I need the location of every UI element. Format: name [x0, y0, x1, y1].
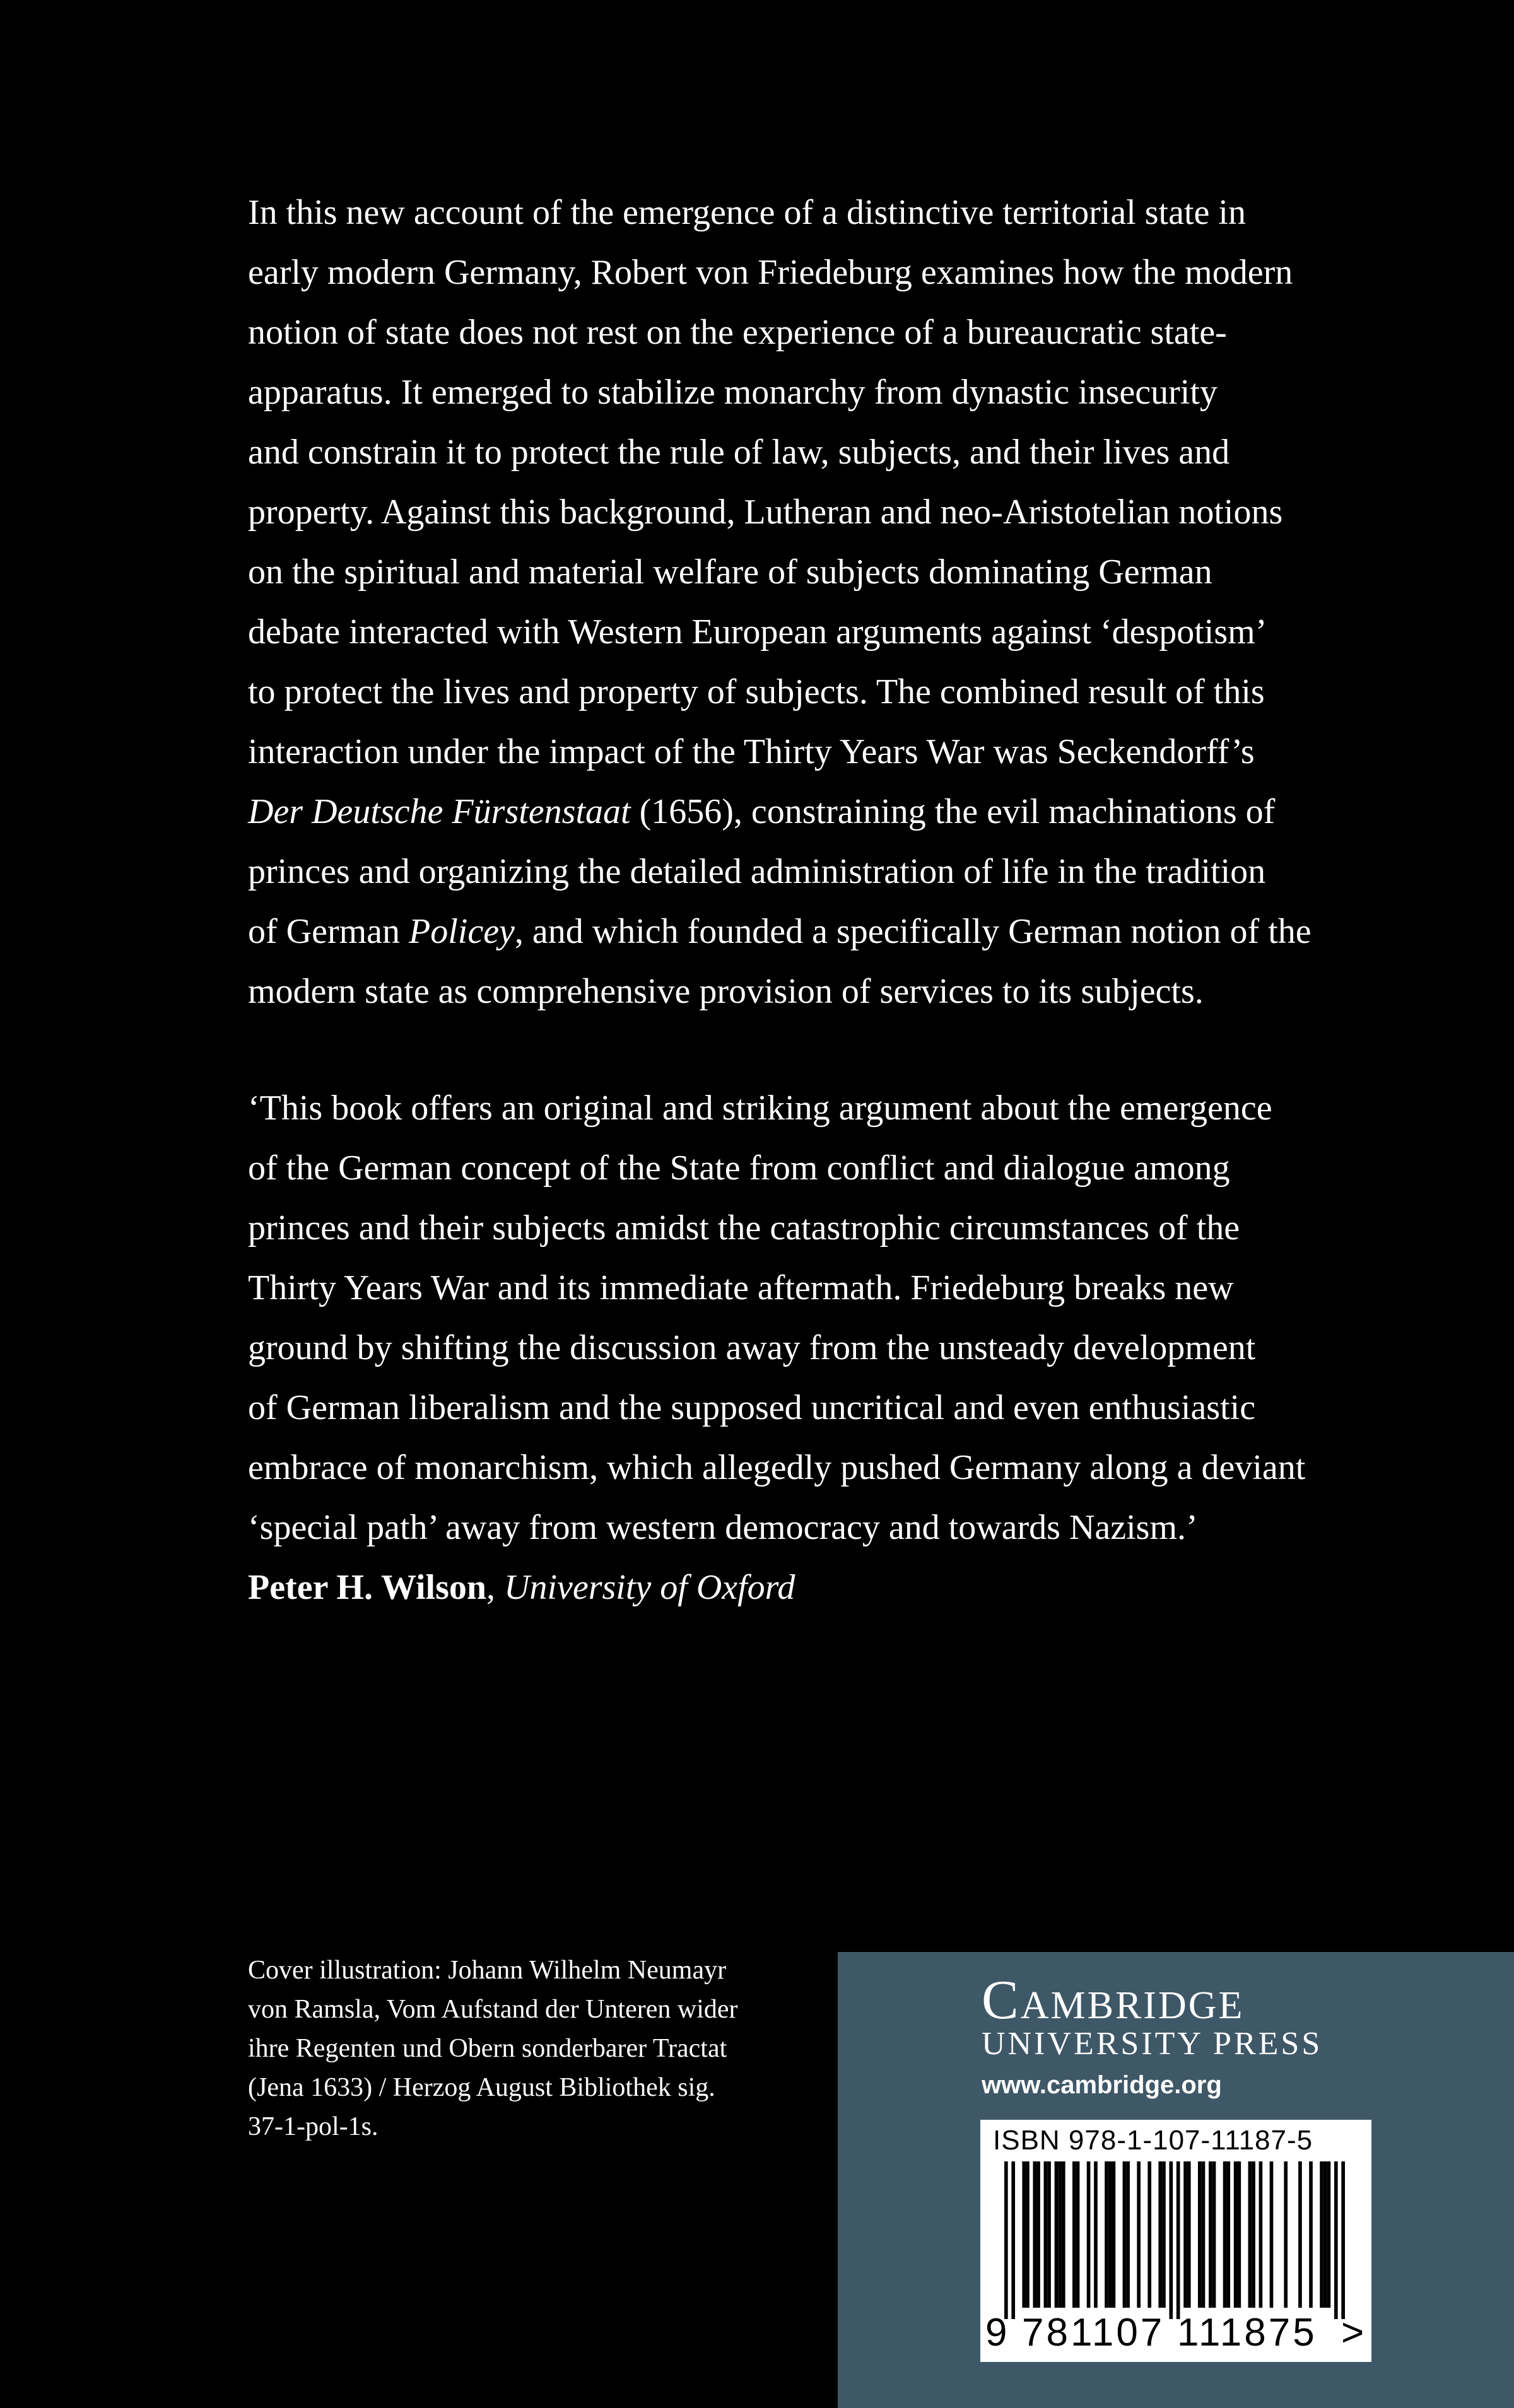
barcode-bar: [1187, 2161, 1191, 2308]
barcode-bar: [1137, 2161, 1141, 2308]
barcode-bar: [1198, 2161, 1202, 2308]
barcode-bar: [1011, 2161, 1015, 2319]
description-text: , and which founded a specifically German notion of the: [514, 912, 1312, 951]
endorsement-quote: [248, 1078, 1421, 1618]
barcode-bar: [1202, 2161, 1206, 2308]
description-line: notion of state does not rest on the experience of a bureaucratic state-: [248, 313, 1227, 352]
barcode-bar: [1112, 2161, 1116, 2308]
publisher-logo-name: Cambridge: [982, 1970, 1245, 2031]
description-text: (1656), constraining the evil machinations of: [630, 792, 1276, 831]
description-line: on the spiritual and material welfare of subjects dominating German: [248, 552, 1212, 592]
barcode-bar: [1044, 2161, 1048, 2308]
description-line: [248, 902, 1421, 962]
barcode-bar: [1058, 2161, 1062, 2308]
publisher-logo-press: UNIVERSITY PRESS: [982, 2026, 1323, 2062]
barcode-bar: [1177, 2161, 1180, 2319]
description-line: princes and organizing the detailed administration of life in the tradition: [248, 852, 1266, 891]
barcode-arrow: >: [1341, 2311, 1364, 2354]
barcode-bar: [1158, 2161, 1162, 2308]
barcode-bar: [1123, 2161, 1127, 2308]
barcode-digits-left: 781107: [1022, 2311, 1165, 2354]
barcode-bar: [1284, 2161, 1288, 2308]
barcode-digit-first: 9: [985, 2311, 1007, 2354]
endorser-affiliation: University of Oxford: [504, 1568, 795, 1607]
barcode-bar: [1209, 2161, 1212, 2308]
barcode-bar: [1270, 2161, 1274, 2308]
barcode-digits: [980, 2309, 1371, 2359]
barcode-bar: [1323, 2161, 1327, 2308]
barcode-bar: [1004, 2161, 1008, 2319]
credit-line: Cover illustration: Johann Wilhelm Neumayr: [248, 1956, 727, 1985]
barcode-bar: [1026, 2161, 1030, 2308]
credit-line: 37-1-pol-1s.: [248, 2112, 378, 2141]
description-line: to protect the lives and property of subjects. The combined result of this: [248, 672, 1265, 711]
barcode-bar: [1259, 2161, 1263, 2308]
barcode-bar: [1234, 2161, 1238, 2308]
quote-attribution: Peter H. Wilson, University of Oxford: [248, 1568, 795, 1607]
barcode-bar: [1252, 2161, 1255, 2308]
barcode-bar: [1169, 2161, 1173, 2319]
credit-line: (Jena 1633) / Herzog August Bibliothek sig.: [248, 2073, 715, 2102]
barcode-bar: [1072, 2161, 1076, 2308]
barcode-bar: [1047, 2161, 1051, 2308]
barcode-bar: [1223, 2161, 1227, 2308]
book-description: [248, 183, 1421, 1022]
description-line: interaction under the impact of the Thirty Years War was Seckendorff’s: [248, 732, 1255, 771]
quote-line: ground by shifting the discussion away from the unsteady development: [248, 1328, 1256, 1367]
barcode-bar: [1094, 2161, 1098, 2308]
book-title-italic: Der Deutsche Fürstenstaat: [248, 792, 631, 831]
barcode-bar: [1087, 2161, 1091, 2308]
barcode-bar: [1309, 2161, 1313, 2308]
barcode-bar: [1055, 2161, 1059, 2308]
barcode-bar: [1212, 2161, 1216, 2308]
description-line: [248, 782, 1421, 842]
barcode-bar: [1320, 2161, 1323, 2308]
quote-line: ‘This book offers an original and striking argument about the emergence: [248, 1089, 1272, 1128]
barcode-bar: [1183, 2161, 1187, 2308]
publisher-panel: [838, 1952, 1514, 2408]
barcode-bar: [1022, 2161, 1026, 2308]
barcode-bar: [1108, 2161, 1112, 2308]
barcode-bar: [1126, 2161, 1130, 2308]
description-line: In this new account of the emergence of a distinctive territorial state in: [248, 193, 1246, 232]
policey-italic: Policey: [409, 912, 515, 951]
quote-line: princes and their subjects amidst the catastrophic circumstances of the: [248, 1208, 1240, 1248]
barcode-bar: [1341, 2161, 1345, 2319]
quote-line: ‘special path’ away from western democracy and towards Nazism.’: [248, 1508, 1198, 1547]
description-line: property. Against this background, Lutheran and neo-Aristotelian notions: [248, 493, 1283, 532]
description-line: debate interacted with Western European arguments against ‘despotism’: [248, 612, 1267, 652]
quote-line: of the German concept of the State from conflict and dialogue among: [248, 1148, 1230, 1188]
cover-illustration-credit: [248, 1951, 816, 2146]
description-line: modern state as comprehensive provision of services to its subjects.: [248, 972, 1204, 1011]
description-line: early modern Germany, Robert von Friedeburg examines how the modern: [248, 253, 1293, 292]
quote-line: embrace of monarchism, which allegedly pushed Germany along a deviant: [248, 1448, 1306, 1487]
barcode-bar: [1105, 2161, 1108, 2308]
quote-line: of German liberalism and the supposed uncritical and even enthusiastic: [248, 1388, 1256, 1427]
barcode-bar: [1298, 2161, 1302, 2308]
barcode-bar: [1036, 2161, 1040, 2308]
isbn-label: ISBN 978-1-107-11187-5: [993, 2125, 1313, 2156]
description-line: apparatus. It emerged to stabilize monarchy from dynastic insecurity: [248, 373, 1218, 412]
credit-line: von Ramsla, Vom Aufstand der Unteren wider: [248, 1995, 738, 2024]
isbn-barcode: [980, 2120, 1371, 2362]
barcode-digits-right: 111875: [1177, 2311, 1317, 2354]
endorser-name: Peter H. Wilson: [248, 1568, 486, 1607]
barcode-bar: [1147, 2161, 1151, 2308]
barcode-bar: [1033, 2161, 1036, 2308]
description-text: of German: [248, 912, 409, 951]
publisher-url: www.cambridge.org: [982, 2071, 1222, 2099]
barcode-bar: [1237, 2161, 1241, 2308]
barcode-bar: [1076, 2161, 1080, 2308]
barcode-bar: [1248, 2161, 1252, 2308]
barcode-bar: [1226, 2161, 1230, 2308]
barcode-bar: [1162, 2161, 1166, 2308]
barcode-bar: [1062, 2161, 1065, 2308]
credit-line: ihre Regenten und Obern sonderbarer Tractat: [248, 2034, 727, 2063]
quote-line: Thirty Years War and its immediate aftermath. Friedeburg breaks new: [248, 1268, 1234, 1307]
barcode-bar: [1334, 2161, 1338, 2319]
barcode-bars: [1004, 2161, 1345, 2319]
barcode-bar: [1327, 2161, 1331, 2308]
description-line: and constrain it to protect the rule of law, subjects, and their lives and: [248, 433, 1230, 472]
